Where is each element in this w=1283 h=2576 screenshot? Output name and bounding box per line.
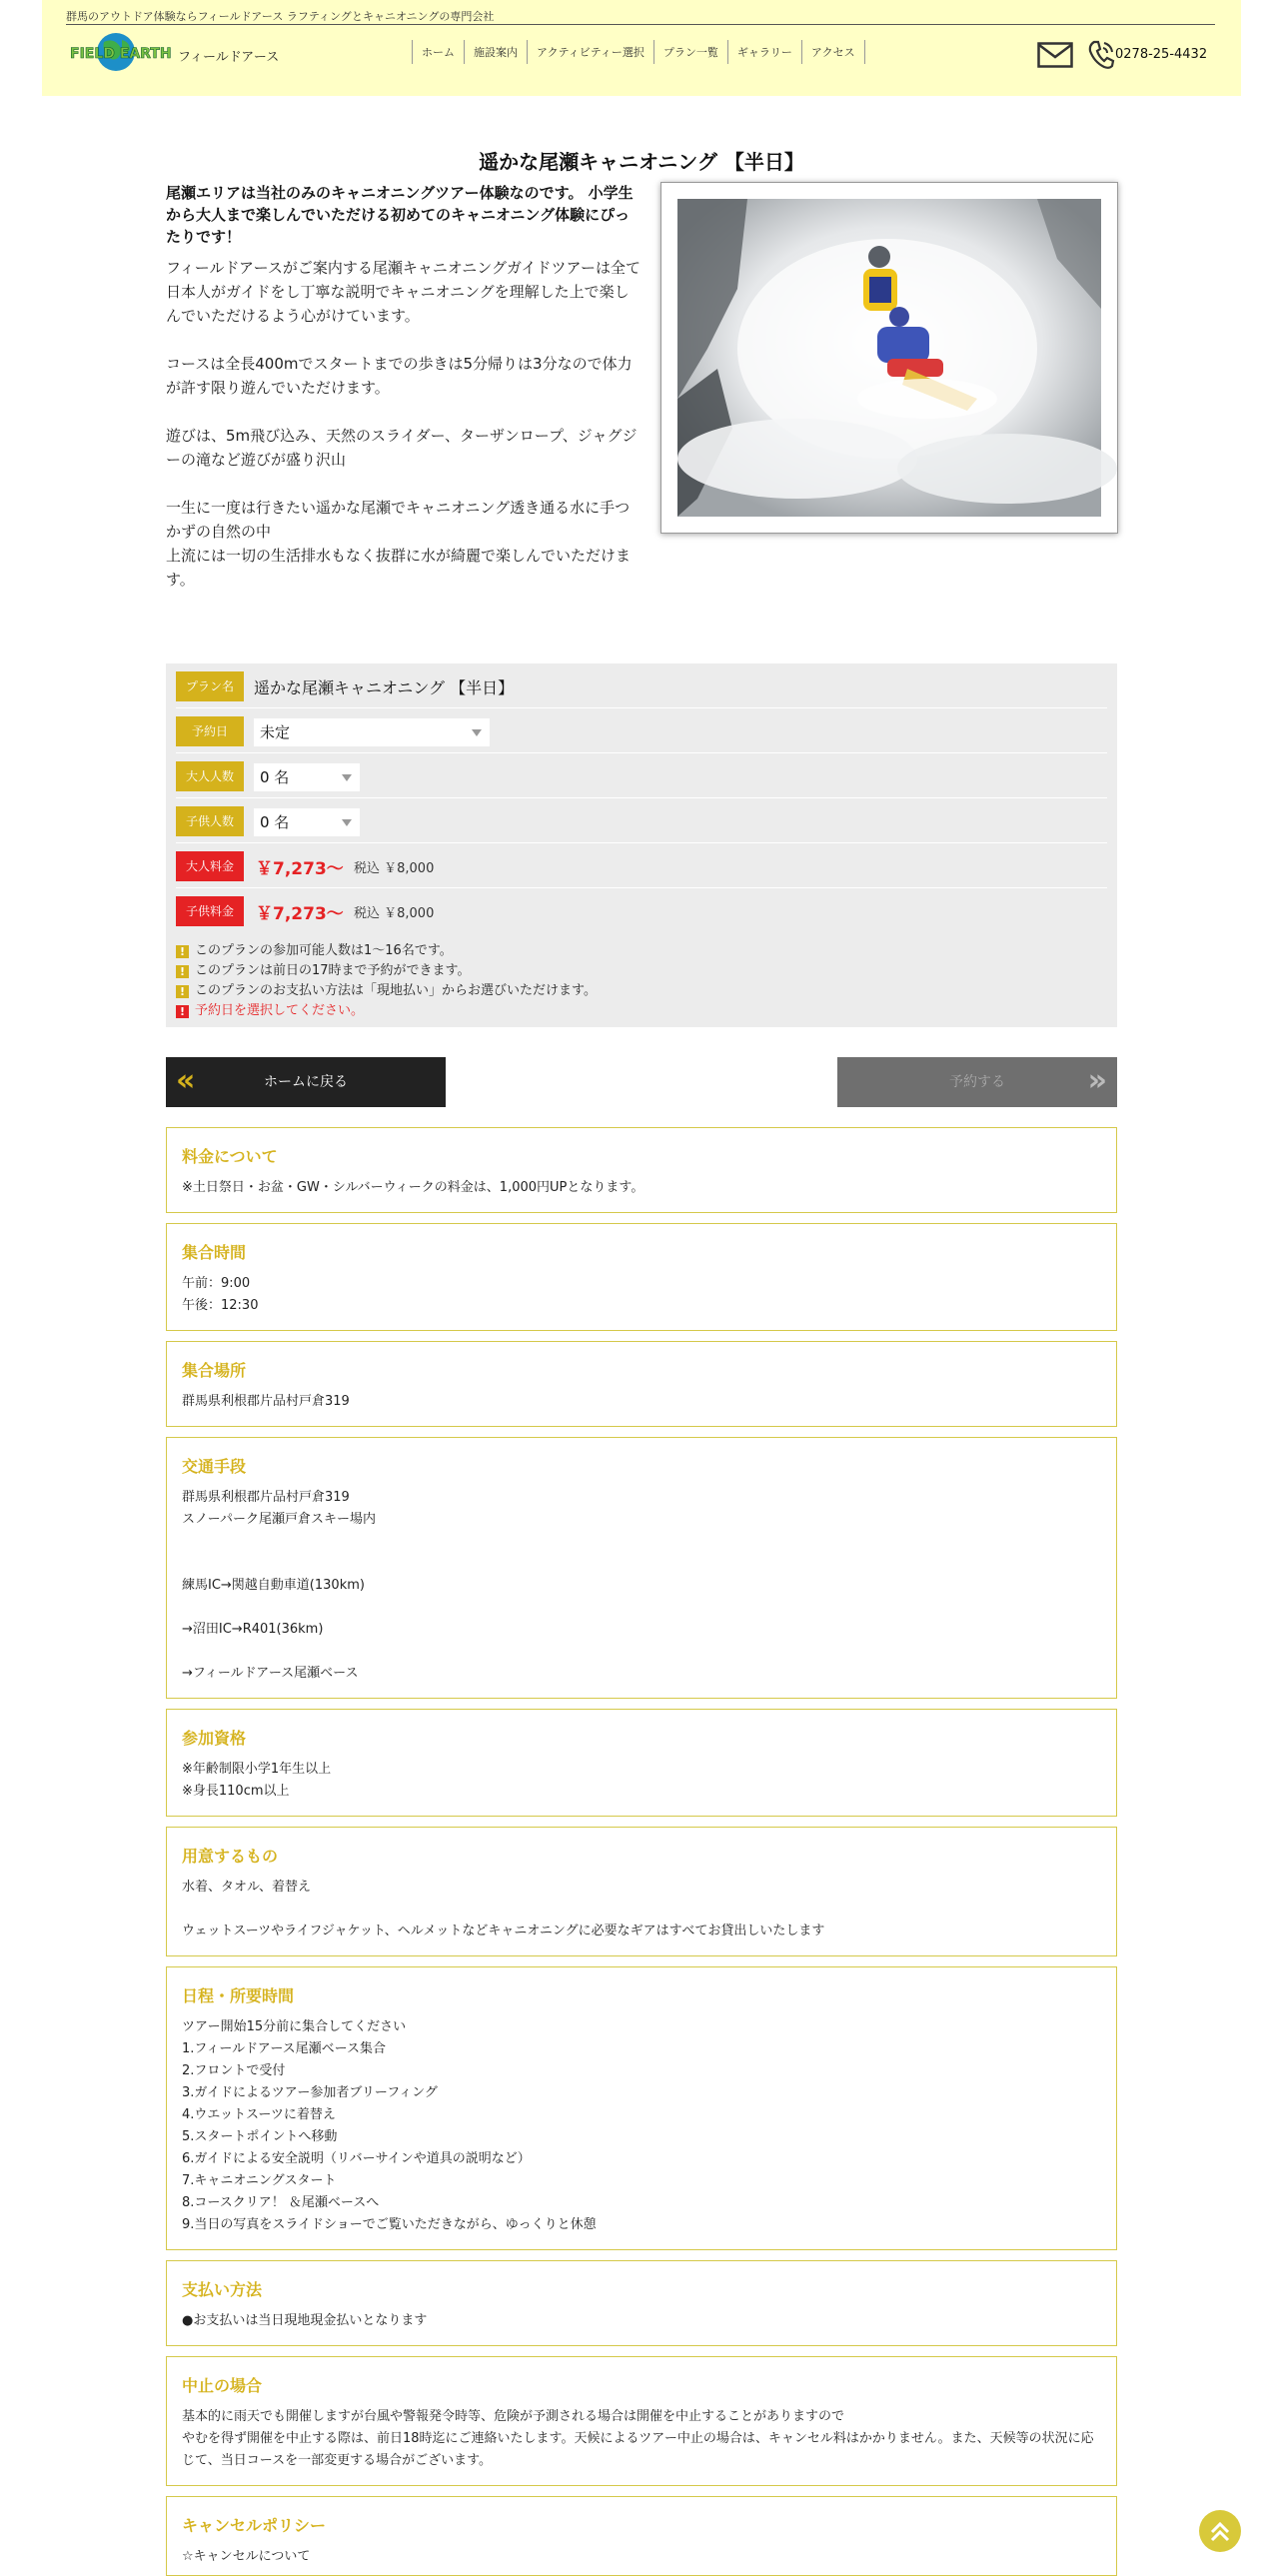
section-transportation [166,1437,1117,1699]
section-title: 参加資格 [182,1729,247,1748]
date-select-value: 未定 [260,723,291,741]
section-title: 料金について [182,1147,278,1166]
section-cancel-policy [166,2496,1117,2576]
section-meeting-place [166,1341,1117,1427]
plan-name-label: プラン名 [176,671,244,701]
chevron-down-icon [472,729,482,736]
plan-lead-text: 尾瀬エリアは当社のみのキャニオニングツアー体験なのです。 小学生から大人まで楽しんでいただける初めてのキャニオニング体験にぴったりです！ [166,184,634,246]
section-body: ●お支払いは当日現地現金払いとなります [182,2313,428,2328]
plan-paragraph: コースは全長400mでスタートまでの歩きは5分帰りは3分なので体力が許す限り遊んでいただけます。 [166,355,633,397]
canyoning-photo [677,199,1101,517]
site-logo[interactable] [68,32,172,72]
section-body: ☆キャンセルについて [182,2549,311,2564]
nav-item-access[interactable]: アクセス [802,40,865,64]
nav-item-home[interactable]: ホーム [413,40,465,64]
section-body: ※年齢制限小学1年生以上 ※身長110cm以上 [182,1762,332,1799]
error-message [176,1001,597,1021]
note-item [176,981,597,1001]
date-select[interactable] [254,718,490,746]
date-label: 予約日 [176,716,244,746]
exclamation-icon: ! [176,945,189,958]
section-meeting-time [166,1223,1117,1331]
chevron-down-icon [342,819,352,826]
site-tagline: 群馬のアウトドア体験ならフィールドアース ラフティングとキャニオニングの専門会社 [66,10,495,23]
child-price-label: 子供料金 [176,896,244,926]
section-body: ※土日祭日・お盆・GW・シルバーウィークの料金は、1,000円UPとなります。 [182,1180,644,1195]
section-title: 交通手段 [182,1457,247,1476]
double-chevron-up-icon [1199,2510,1241,2552]
back-home-label: ホームに戻る [264,1074,348,1090]
plan-paragraph: 一生に一度は行きたい遥かな尾瀬でキャニオニング透き通る水に手つかずの自然の中 上流には一切の生活排水もなく抜群に水が綺麗で楽しんでいただけます。 [166,499,632,589]
plan-name-row [176,663,1107,708]
phone-number[interactable]: 0278-25-4432 [1115,47,1208,62]
exclamation-icon: ! [176,965,189,978]
note-item [176,941,597,961]
child-count-value: 0 名 [260,813,290,831]
section-title: 用意するもの [182,1847,279,1866]
double-chevron-right-icon: » [1087,1063,1107,1098]
note-text: このプランの参加可能人数は1～16名です。 [195,943,453,958]
section-body: 午前：9:00 午後：12:30 [182,1276,259,1313]
site-header [42,0,1241,96]
child-price-row [176,888,1107,933]
reserve-label: 予約する [949,1074,1005,1090]
section-title: 中止の場合 [182,2376,263,2395]
plan-paragraph: 遊びは、5m飛び込み、天然のスライダー、ターザンロープ、ジャグジーの滝など遊びが盛り沢山 [166,427,638,469]
error-icon: ! [176,1005,189,1018]
section-price-note [166,1127,1117,1213]
section-title: キャンセルポリシー [182,2516,327,2535]
nav-item-plans[interactable]: プラン一覧 [654,40,728,64]
child-count-label: 子供人数 [176,806,244,836]
section-schedule [166,1966,1117,2250]
plan-name-value: 遥かな尾瀬キャニオニング 【半日】 [254,678,515,697]
child-price-tax: 税込 ￥8,000 [354,906,435,921]
reservation-notes [176,941,597,1021]
logo-lettering: FIELD EARTH [70,46,172,62]
back-home-button[interactable] [166,1057,446,1107]
child-price: ￥7,273～ [256,904,344,924]
section-body: 基本的に雨天でも開催しますが台風や警報発令時等、危険が予測される場合は開催を中止することがありますので やむを得ず開催を中止する際は、前日18時迄にご連絡いたします。天候によるツアー中止の場合は、キャンセル料はかかりません。また、天候等の状況に応じて、当日コースを一部変更する場合がございます。 [182,2409,1094,2468]
adult-count-label: 大人人数 [176,761,244,791]
adult-count-value: 0 名 [260,768,290,786]
adult-price-tax: 税込 ￥8,000 [354,861,435,876]
section-body: 群馬県利根郡片品村戸倉319 スノーパーク尾瀬戸倉スキー場内 練馬IC→関越自動車道(130km) →沼田IC→R401(36km) →フィールドアース尾瀬ベース [182,1490,376,1681]
header-divider [66,24,1215,25]
double-chevron-left-icon: « [176,1063,196,1098]
plan-title: 遥かな尾瀬キャニオニング 【半日】 [479,150,804,174]
nav-item-activity[interactable]: アクティビティー選択 [528,40,654,64]
section-cancellation-weather [166,2356,1117,2486]
section-eligibility [166,1709,1117,1817]
adult-price: ￥7,273～ [256,859,344,879]
reservation-form [166,663,1117,1027]
site-name: フィールドアース [178,50,280,65]
section-title: 集合場所 [182,1361,247,1380]
note-item [176,961,597,981]
main-nav [412,40,865,64]
section-body: 群馬県利根郡片品村戸倉319 [182,1394,350,1409]
section-body: ツアー開始15分前に集合してください 1.フィールドアース尾瀬ベース集合 2.フロントで受付 3.ガイドによるツアー参加者ブリーフィング 4.ウエットスーツに着替え 5.スタートポイントへ移動 6.ガイドによる安全説明（リバーサインや道具の説明など） 7.キャニオニングスタート 8.コースクリア！ ＆尾瀬ベースへ 9.当日の写真をスライドショーでご覧いただきながら、ゆっくりと休憩 [182,2019,597,2232]
date-row [176,708,1107,753]
page-top-button[interactable] [1199,2510,1241,2552]
mail-icon[interactable] [1037,42,1073,72]
adult-count-row [176,753,1107,798]
adult-price-label: 大人料金 [176,851,244,881]
error-text: 予約日を選択してください。 [195,1003,365,1018]
plan-paragraph: フィールドアースがご案内する尾瀬キャニオニングガイドツアーは全て日本人がガイドをし丁寧な説明でキャニオニングを理解した上で楽しんでいただけるよう心がけています。 [166,259,642,325]
chevron-down-icon [342,774,352,781]
section-title: 支払い方法 [182,2280,263,2299]
note-text: このプランは前日の17時まで予約ができます。 [195,963,471,978]
section-what-to-bring [166,1827,1117,1956]
note-text: このプランのお支払い方法は「現地払い」からお選びいただけます。 [195,983,597,998]
section-body: 水着、タオル、着替え ウェットスーツやライフジャケット、ヘルメットなどキャニオニングに必要なギアはすべてお貸出しいたします [182,1880,825,1938]
plan-description [166,256,642,616]
section-payment [166,2260,1117,2346]
plan-photo-frame [660,182,1118,534]
adult-price-row [176,843,1107,888]
adult-count-select[interactable] [254,763,360,791]
section-title: 日程・所要時間 [182,1986,295,2005]
phone-icon[interactable] [1087,40,1115,74]
reserve-button[interactable] [837,1057,1117,1107]
child-count-row [176,798,1107,843]
nav-item-gallery[interactable]: ギャラリー [728,40,802,64]
section-title: 集合時間 [182,1243,247,1262]
exclamation-icon: ! [176,985,189,998]
child-count-select[interactable] [254,808,360,836]
nav-item-facility[interactable]: 施設案内 [465,40,528,64]
